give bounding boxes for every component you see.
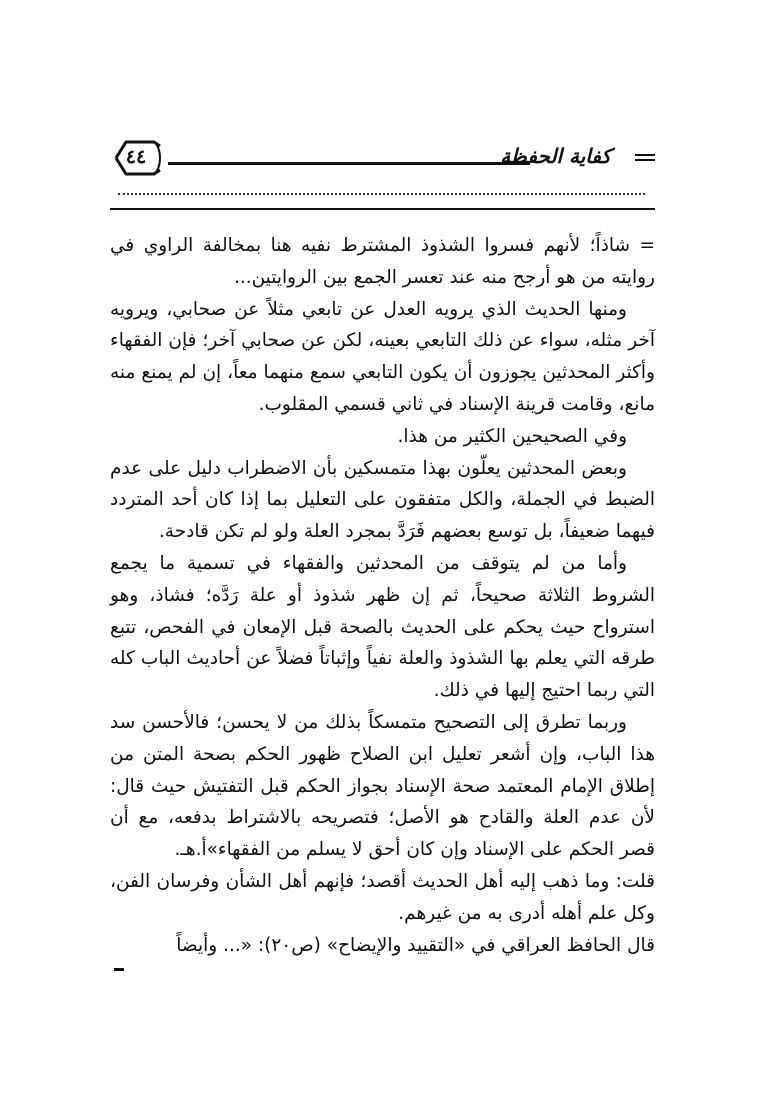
body-text [110,230,655,961]
header-rule [168,162,530,165]
paragraph-7: قلت: وما ذهب إليه أهل الحديث أقصد؛ فإنهم أهل الشأن وفرسان الفن، وكل علم أهله أدرى به من غيرهم. [110,870,655,924]
paragraph-4: وبعض المحدثين يعلّون بهذا متمسكين بأن الاضطراب دليل على عدم الضبط في الجملة، والكل متفقون على التعليل بما إذا كان أحد المتردد فيهما ضعيفاً، بل توسع بعضهم فَرَدَّ بمجرد العلة ولو لم تكن قادحة. [110,457,655,543]
paragraph-5: وأما من لم يتوقف من المحدثين والفقهاء في تسمية ما يجمع الشروط الثلاثة صحيحاً، ثم إن ظهر شذوذ أو علة رَدَّه؛ فشاذ، وهو استرواح حيث يحكم على الحديث بالصحة قبل الإمعان في الفحص، تتبع طرقه التي يعلم بها الشذوذ والعلة نفياً وإثباتاً فضلاً عن أحاديث الباب كله التي ربما احتيج إليها في ذلك. [110,552,655,702]
dotted-divider [118,193,645,195]
solid-divider [110,208,655,210]
paragraph-1: = شاذاً؛ لأنهم فسروا الشذوذ المشترط نفيه هنا بمخالفة الراوي في روايته من هو أرجح منه عند تعسر الجمع بين الروايتين... [110,235,655,288]
page-number: ٤٤ [125,146,147,168]
paragraph-8: قال الحافظ العراقي في «التقييد والإيضاح» (ص٢٠): «... وأيضاً [176,934,655,956]
continuation-mark [114,968,124,971]
title-mark-icon [635,152,655,162]
page-header [110,138,655,178]
paragraph-6: وربما تطرق إلى التصحيح متمسكاً بذلك من لا يحسن؛ فالأحسن سد هذا الباب، وإن أشعر تعليل ابن الصلاح ظهور الحكم بصحة المتن من إطلاق الإمام المعتمد صحة الإسناد بجواز الحكم قبل التفتيش حيث قال: لأن عدم العلة والقادح هو الأصل؛ فتصريحه بالاشتراط بدفعه، مع أن قصر الحكم على الإسناد وإن كان أحق لا يسلم من الفقهاء»أ.هـ. [110,711,655,861]
page-number-badge [110,138,162,178]
paragraph-2: ومنها الحديث الذي يرويه العدل عن تابعي مثلاً عن صحابي، ويرويه آخر مثله، سواء عن ذلك التابعي بعينه، لكن عن صحابي آخر؛ فإن الفقهاء وأكثر المحدثين يجوزون أن يكون التابعي سمع منهما معاً، إن لم يمنع منه مانع، وقامت قرينة الإسناد في ثاني قسمي المقلوب. [110,298,655,415]
paragraph-3: وفي الصحيحين الكثير من هذا. [397,425,627,447]
running-title: كفاية الحفظة [500,144,611,168]
